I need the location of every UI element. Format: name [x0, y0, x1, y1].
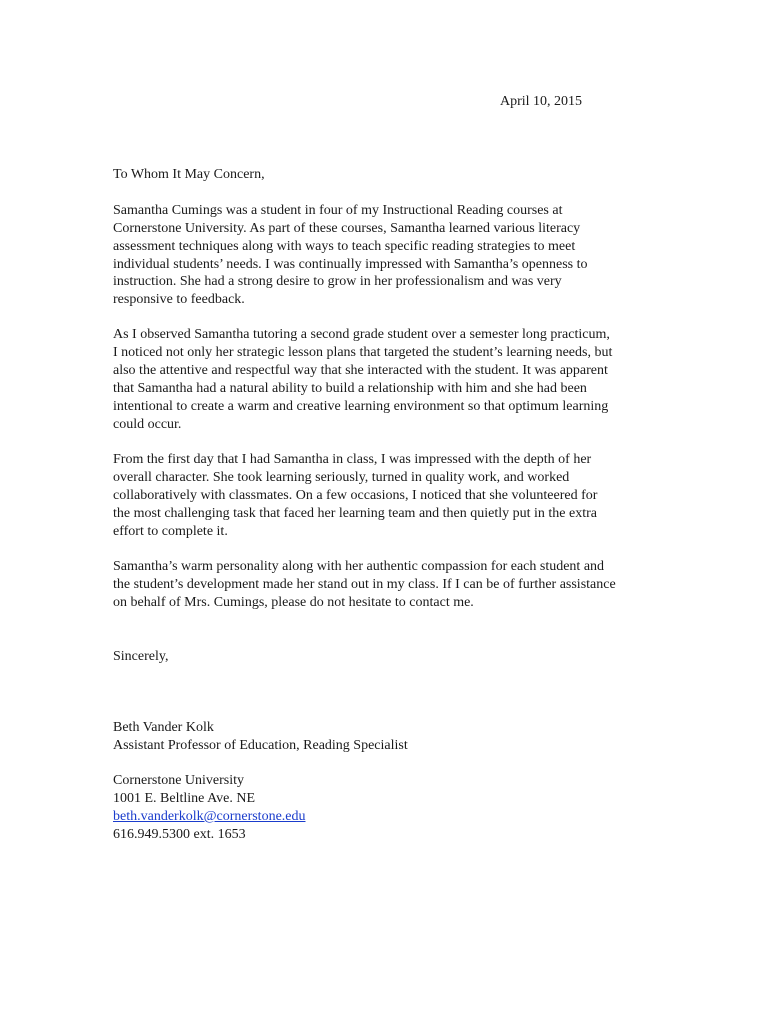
paragraph-line: the student’s development made her stand out in my class. If I can be of further assistance: [113, 577, 616, 592]
signer-title: Assistant Professor of Education, Reading Specialist: [113, 738, 408, 753]
letter-date: April 10, 2015: [500, 94, 583, 109]
paragraph-line: individual students’ needs. I was continually impressed with Samantha’s openness to: [113, 257, 588, 272]
paragraph-line: also the attentive and respectful way that she interacted with the student. It was apparent: [113, 363, 608, 378]
paragraph-line: Samantha’s warm personality along with her authentic compassion for each student and: [113, 559, 605, 574]
salutation: To Whom It May Concern,: [113, 167, 265, 182]
paragraph-line: that Samantha had a natural ability to build a relationship with him and she had been: [113, 381, 587, 396]
signer-address: 1001 E. Beltline Ave. NE: [113, 791, 256, 806]
paragraph-line: instruction. She had a strong desire to grow in her professionalism and was very: [113, 274, 562, 289]
paragraph-line: Cornerstone University. As part of these courses, Samantha learned various literacy: [113, 221, 581, 236]
paragraph-line: I noticed not only her strategic lesson plans that targeted the student’s learning needs, but: [113, 345, 613, 360]
paragraph-line: collaboratively with classmates. On a few occasions, I noticed that she volunteered for: [113, 488, 598, 503]
paragraph-line: Samantha Cumings was a student in four of my Instructional Reading courses at: [113, 203, 563, 218]
paragraph-line: From the first day that I had Samantha in class, I was impressed with the depth of her: [113, 452, 592, 467]
paragraph-line: responsive to feedback.: [113, 292, 245, 307]
paragraph-line: the most challenging task that faced her learning team and then quietly put in the extra: [113, 506, 598, 521]
paragraph-line: overall character. She took learning seriously, turned in quality work, and worked: [113, 470, 570, 485]
paragraph-line: on behalf of Mrs. Cumings, please do not hesitate to contact me.: [113, 595, 474, 610]
paragraph-line: intentional to create a warm and creative learning environment so that optimum learning: [113, 399, 609, 414]
closing: Sincerely,: [113, 649, 169, 664]
signer-phone: 616.949.5300 ext. 1653: [113, 827, 246, 842]
signer-name: Beth Vander Kolk: [113, 720, 214, 735]
paragraph-line: assessment techniques along with ways to teach specific reading strategies to meet: [113, 239, 576, 254]
email-link[interactable]: beth.vanderkolk@cornerstone.edu: [113, 809, 306, 824]
paragraph-line: effort to complete it.: [113, 524, 228, 539]
signer-organization: Cornerstone University: [113, 773, 245, 788]
paragraph-line: could occur.: [113, 417, 182, 432]
signer-email-line: [113, 808, 306, 826]
paragraph-line: As I observed Samantha tutoring a second grade student over a semester long practicum,: [113, 327, 610, 342]
